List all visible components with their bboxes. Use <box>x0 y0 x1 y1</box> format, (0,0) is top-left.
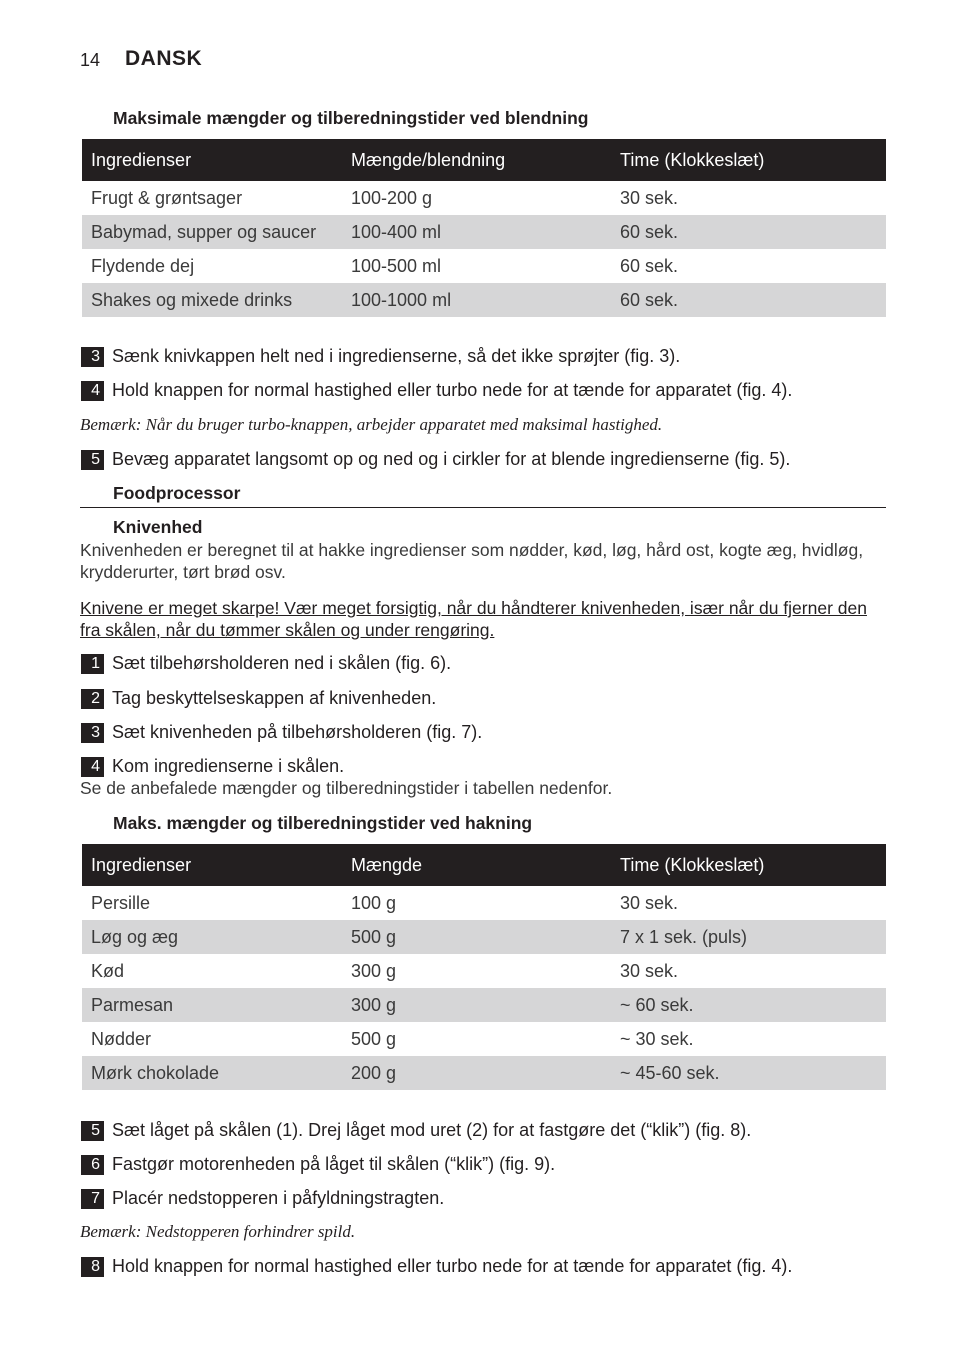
table-cell: Persille <box>91 892 151 913</box>
step-number: 5 <box>81 1121 104 1141</box>
step-number: 7 <box>81 1189 104 1209</box>
table-cell: ~ 60 sek. <box>620 994 694 1015</box>
chop-table <box>82 844 886 1090</box>
table-cell: Parmesan <box>91 994 174 1015</box>
column-header: Ingredienser <box>91 149 192 170</box>
table-cell: Shakes og mixede drinks <box>91 289 293 310</box>
table-cell: 30 sek. <box>620 960 679 981</box>
step-item <box>81 1256 792 1277</box>
table-cell: 100 g <box>351 892 397 913</box>
step-text: Placér nedstopperen i påfyldningstragten. <box>112 1188 445 1208</box>
step-number: 1 <box>81 654 104 674</box>
table-cell: 100-1000 ml <box>351 289 452 310</box>
table-row <box>82 215 886 249</box>
step-item <box>81 653 451 674</box>
table-cell: Flydende dej <box>91 255 195 276</box>
step-number: 2 <box>81 689 104 709</box>
table-cell: Mørk chokolade <box>91 1062 220 1083</box>
table-row <box>82 249 886 283</box>
step-text: Bevæg apparatet langsomt op og ned og i cirkler for at blende ingredienserne (fig. 5). <box>112 449 791 469</box>
step-text: Hold knappen for normal hastighed eller turbo nede for at tænde for apparatet (fig. 4). <box>112 380 793 400</box>
step-number: 8 <box>81 1257 104 1277</box>
blend-table-title: Maksimale mængder og tilberedningstider ved blendning <box>113 108 589 128</box>
table-row <box>82 886 886 920</box>
step-text: Sæt låget på skålen (1). Drej låget mod uret (2) for at fastgøre det (“klik”) (fig. 8). <box>112 1120 752 1140</box>
table-cell: ~ 30 sek. <box>620 1028 694 1049</box>
step-item <box>81 449 790 470</box>
table-cell: 100-500 ml <box>351 255 442 276</box>
step-number: 3 <box>81 723 104 743</box>
step-text: Kom ingredienserne i skålen. <box>112 756 345 776</box>
table-row <box>82 1022 886 1056</box>
step-text: Hold knappen for normal hastighed eller turbo nede for at tænde for apparatet (fig. 4). <box>112 1256 793 1276</box>
step-item <box>81 1154 555 1175</box>
step-text: Fastgør motorenheden på låget til skålen (“klik”) (fig. 9). <box>112 1154 556 1174</box>
step-item <box>81 1120 751 1141</box>
table-cell: Løg og æg <box>91 926 179 947</box>
step-item <box>81 688 436 709</box>
step-number: 4 <box>81 381 104 401</box>
step-text: Sæt knivenheden på tilbehørsholderen (fig. 7). <box>112 722 483 742</box>
column-header: Mængde <box>351 854 423 875</box>
subsection-heading-knivenhed: Knivenhed <box>113 517 203 537</box>
table-cell: 200 g <box>351 1062 397 1083</box>
column-header: Time (Klokkeslæt) <box>620 854 765 875</box>
note-text: Bemærk: Nedstopperen forhindrer spild. <box>80 1222 356 1241</box>
step-item <box>81 380 792 401</box>
step-number: 3 <box>81 347 104 367</box>
table-cell: Frugt & grøntsager <box>91 187 243 208</box>
table-cell: 500 g <box>351 1028 397 1049</box>
table-reference-text: Se de anbefalede mængder og tilberedningstider i tabellen nedenfor. <box>80 778 613 798</box>
step-item <box>81 756 344 777</box>
table-cell: 30 sek. <box>620 187 679 208</box>
table-header <box>82 139 886 181</box>
language-heading: DANSK <box>125 47 203 70</box>
step-item <box>81 1188 444 1209</box>
table-cell: 60 sek. <box>620 289 679 310</box>
table-cell: 60 sek. <box>620 255 679 276</box>
table-cell: Kød <box>91 960 125 981</box>
table-row <box>82 920 886 954</box>
table-row <box>82 1056 886 1090</box>
table-cell: 100-400 ml <box>351 221 442 242</box>
step-number: 6 <box>81 1155 104 1175</box>
step-number: 4 <box>81 757 104 777</box>
table-cell: Nødder <box>91 1028 152 1049</box>
warning-underlined-text: Knivene er meget skarpe! Vær meget forsigtig, når du håndterer knivenheden, især når du fjerner den fra skålen, når du tømmer skålen og under rengøring. <box>80 598 867 640</box>
step-item <box>81 722 482 743</box>
table-cell: 500 g <box>351 926 397 947</box>
step-text: Sæt tilbehørsholderen ned i skålen (fig. 6). <box>112 653 452 673</box>
table-row <box>82 988 886 1022</box>
section-heading-foodprocessor: Foodprocessor <box>113 483 241 503</box>
section-divider <box>80 507 886 508</box>
table-header <box>82 844 886 886</box>
page-number: 14 <box>80 50 101 70</box>
chop-table-title: Maks. mængder og tilberedningstider ved hakning <box>113 813 533 833</box>
table-cell: 7 x 1 sek. (puls) <box>620 926 748 947</box>
table-cell: Babymad, supper og saucer <box>91 221 317 242</box>
blend-table <box>82 139 886 317</box>
table-cell: ~ 45-60 sek. <box>620 1062 720 1083</box>
step-number: 5 <box>81 450 104 470</box>
table-row <box>82 954 886 988</box>
warning-text <box>80 597 890 641</box>
table-cell: 300 g <box>351 960 397 981</box>
note-text: Bemærk: Når du bruger turbo-knappen, arbejder apparatet med maksimal hastighed. <box>80 415 663 434</box>
table-cell: 30 sek. <box>620 892 679 913</box>
table-cell: 300 g <box>351 994 397 1015</box>
table-cell: 60 sek. <box>620 221 679 242</box>
table-row <box>82 283 886 317</box>
table-row <box>82 181 886 215</box>
table-cell: 100-200 g <box>351 187 433 208</box>
description-text: Knivenheden er beregnet til at hakke ingredienser som nødder, kød, løg, hård ost, kogte æg, hvidløg, krydderurter, tørt brød osv. <box>80 540 864 582</box>
column-header: Ingredienser <box>91 854 192 875</box>
column-header: Mængde/blendning <box>351 149 506 170</box>
column-header: Time (Klokkeslæt) <box>620 149 765 170</box>
step-text: Tag beskyttelseskappen af knivenheden. <box>112 688 437 708</box>
step-item <box>81 346 680 367</box>
step-text: Sænk knivkappen helt ned i ingredienserne, så det ikke sprøjter (fig. 3). <box>112 346 681 366</box>
